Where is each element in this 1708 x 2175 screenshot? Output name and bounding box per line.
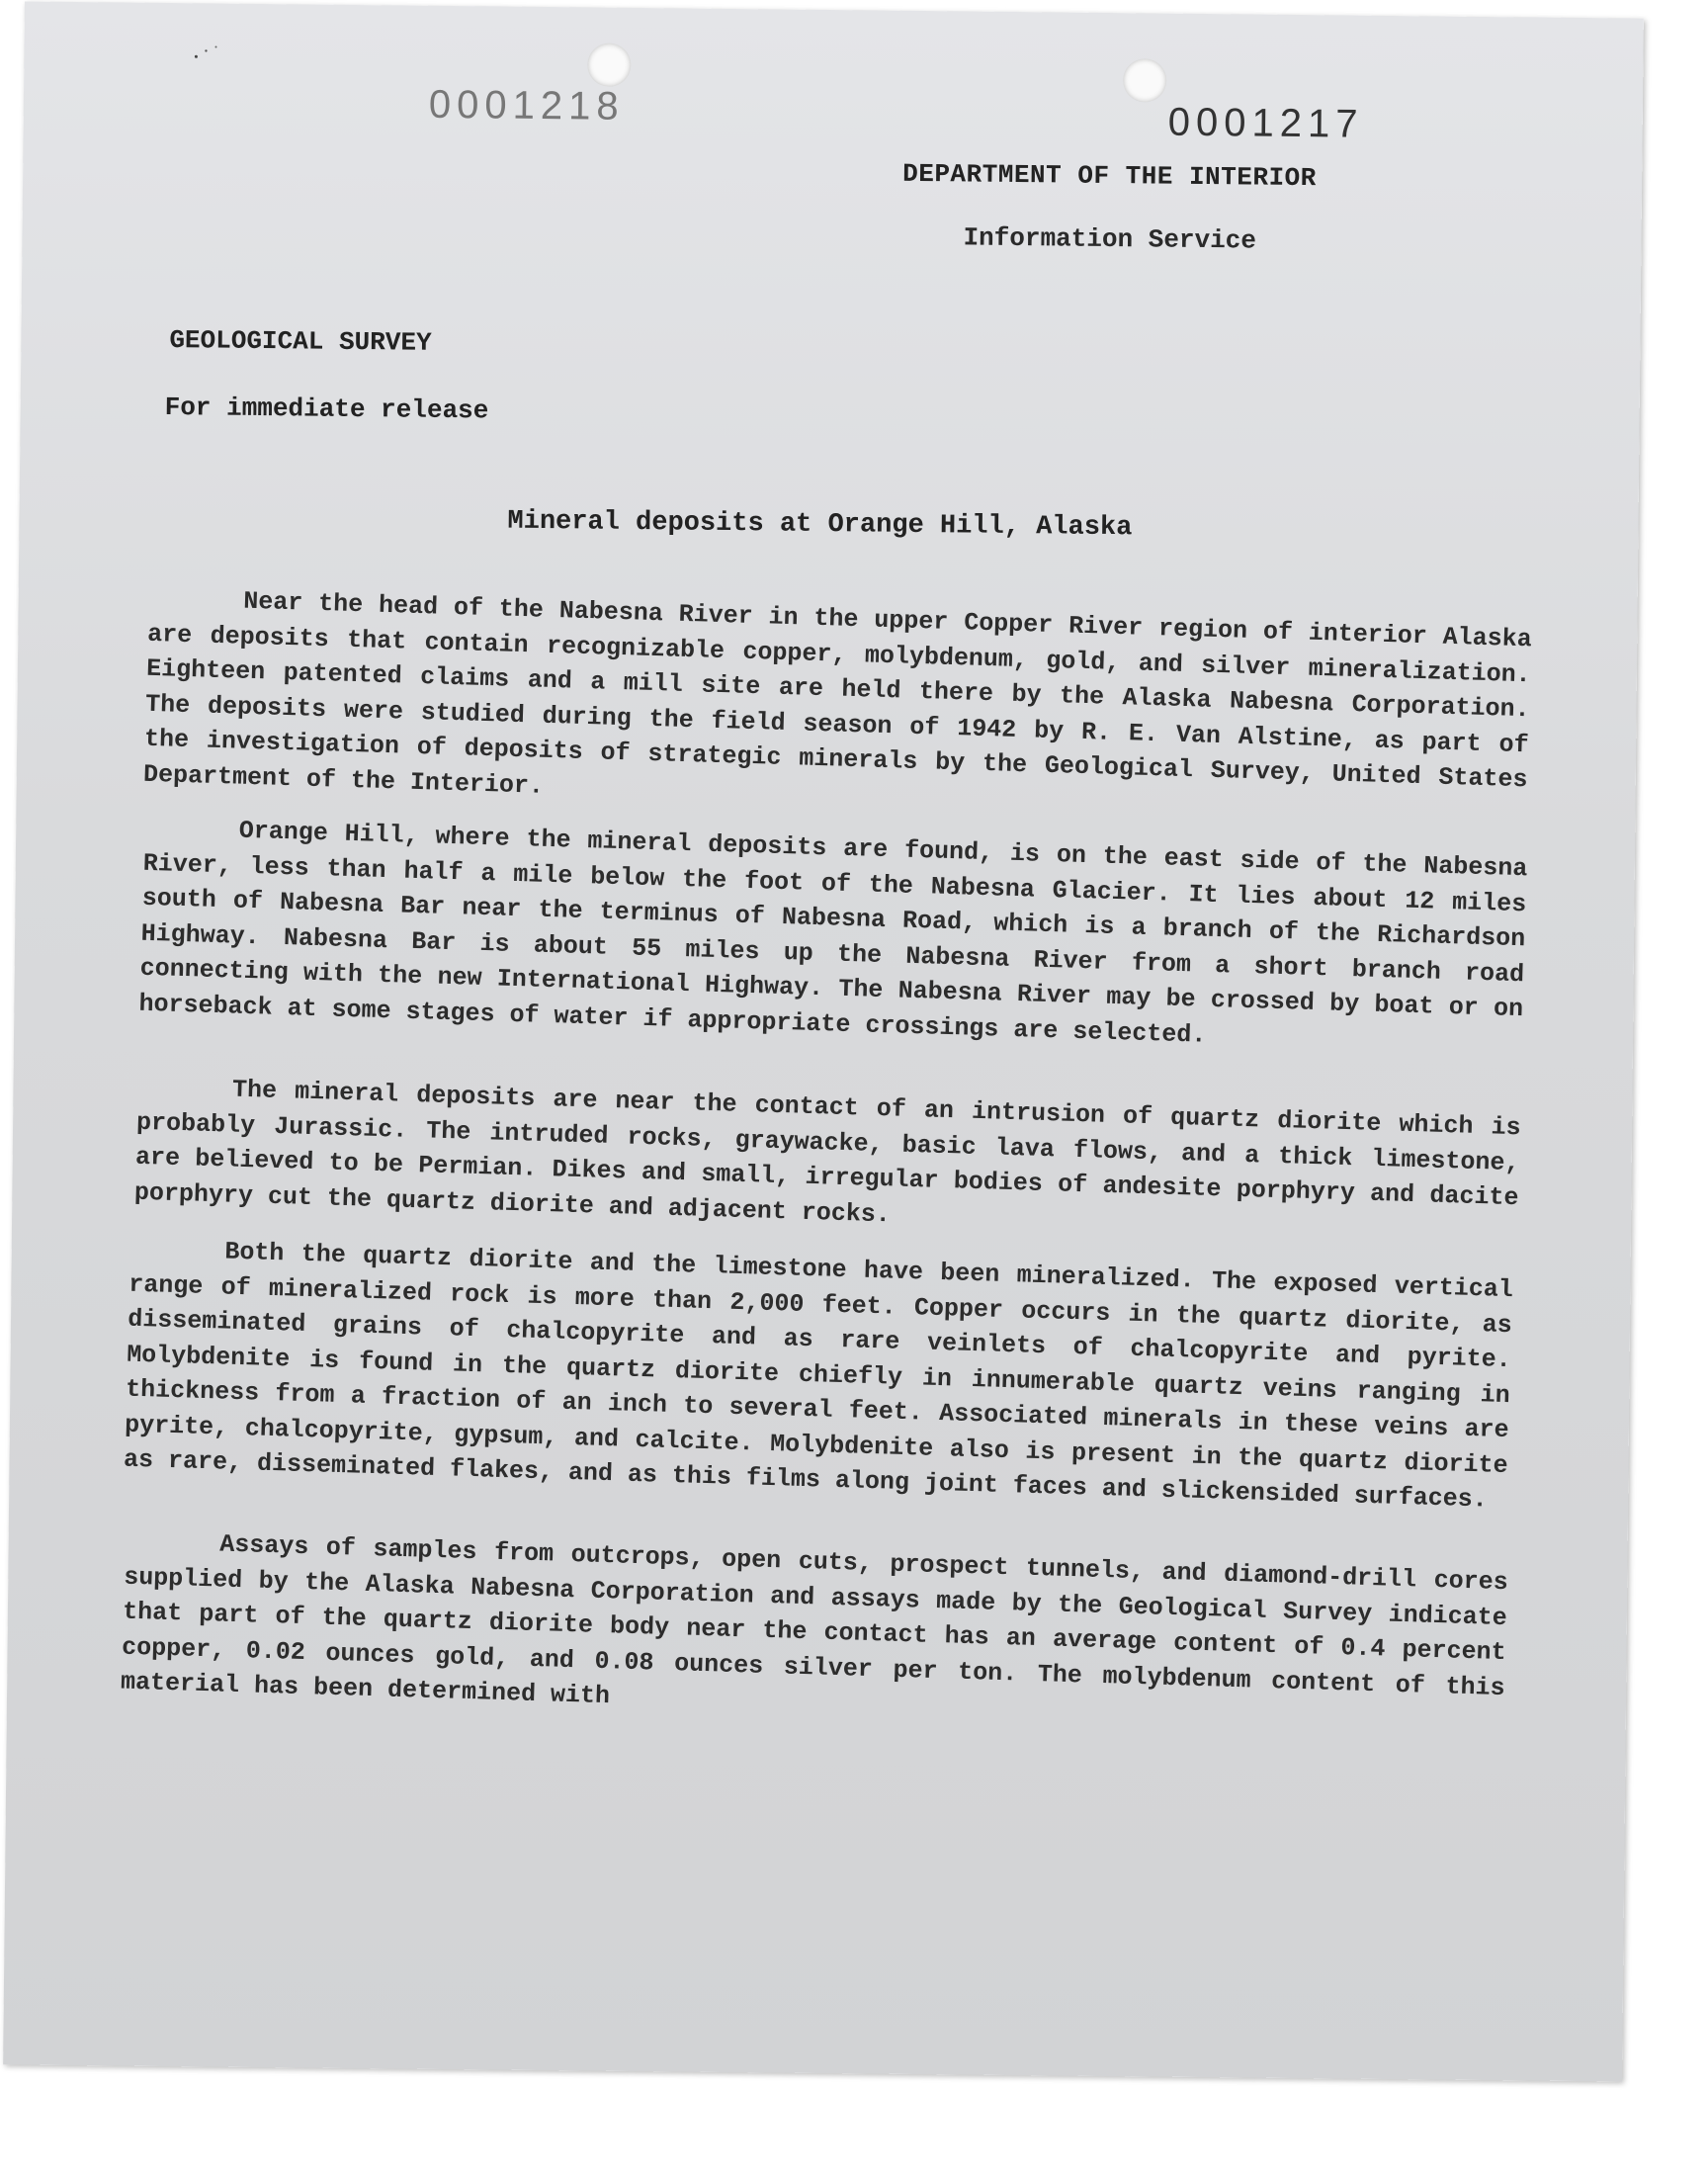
paragraph-2: Orange Hill, where the mineral deposits are found, is on the east side of the Nabesna River, less than half a mile below the foot of the Nabesna Glacier. It lies about 12 miles south of Nabesna Bar near the terminus of Nabesna Road, which is a branch of the Richardson Highway. Nabesna Bar is about 55 miles up the Nabesna River from a short branch road connecting with the new International Highway. The Nabesna River may be crossed by boat or on horseback at some stages of water if appropriate crossings are selected.: [138, 816, 1528, 1050]
document-page: [3, 1, 1644, 2081]
release-notice: For immediate release: [164, 392, 489, 426]
information-service-heading: Information Service: [963, 222, 1257, 256]
punch-hole-right: [1123, 58, 1166, 102]
paragraph-4: Both the quartz diorite and the limestone have been mineralized. The exposed vertical range of mineralized rock is more than 2,000 feet. Copper occurs in the quartz diorite, as disseminated grains of chalcopyrite and as rare veinlets of chalcopyrite and pyrite. Molybdenite is found in the quartz diorite chiefly in innumerable quartz veins ranging in thickness from a fraction of an inch to several feet. Associated minerals in these veins are pyrite, chalcopyrite, gypsum, and calcite. Molybdenite also is present in the quartz diorite as rare, disseminated flakes, and as this films along joint faces and slickensided surfaces.: [123, 1237, 1514, 1515]
paragraph-5: Assays of samples from outcrops, open cuts, prospect tunnels, and diamond-drill cores supplied by the Alaska Nabesna Corporation and assays made by the Geological Survey indicate that part of the quartz diorite body near the contact has an average content of 0.4 percent copper, 0.02 ounces gold, and 0.08 ounces silver per ton. The molybdenum content of this material has been determined with: [120, 1529, 1509, 1711]
department-heading: DEPARTMENT OF THE INTERIOR: [902, 158, 1318, 194]
agency-label: GEOLOGICAL SURVEY: [169, 325, 432, 358]
paragraph-1: Near the head of the Nabesna River in the upper Copper River region of interior Alaska are deposits that contain recognizable copper, molybdenum, gold, and silver mineralization. Eighteen patented claims and a mill site are held there by the Alaska Nabesna Corporation. The deposits were studied during the field season of 1942 by R. E. Van Alstine, as part of the investigation of deposits of strategic minerals by the Geological Survey, United States Department of the Interior.: [142, 586, 1533, 801]
mirrored-page-stamp: 0001218: [428, 82, 625, 129]
punch-hole-left: [587, 43, 631, 86]
document-title: Mineral deposits at Orange Hill, Alaska: [507, 506, 1133, 544]
scan-specks: [192, 43, 221, 62]
page-number-stamp: 0001217: [1167, 100, 1364, 146]
paragraph-3: The mineral deposits are near the contact of an intrusion of quartz diorite which is probably Jurassic. The intruded rocks, graywacke, basic lava flows, and a thick limestone, are believed to be Permian. Dikes and small, irregular bodies of andesite porphyry and dacite porphyry cut the quartz diorite and adjacent rocks.: [133, 1075, 1521, 1229]
